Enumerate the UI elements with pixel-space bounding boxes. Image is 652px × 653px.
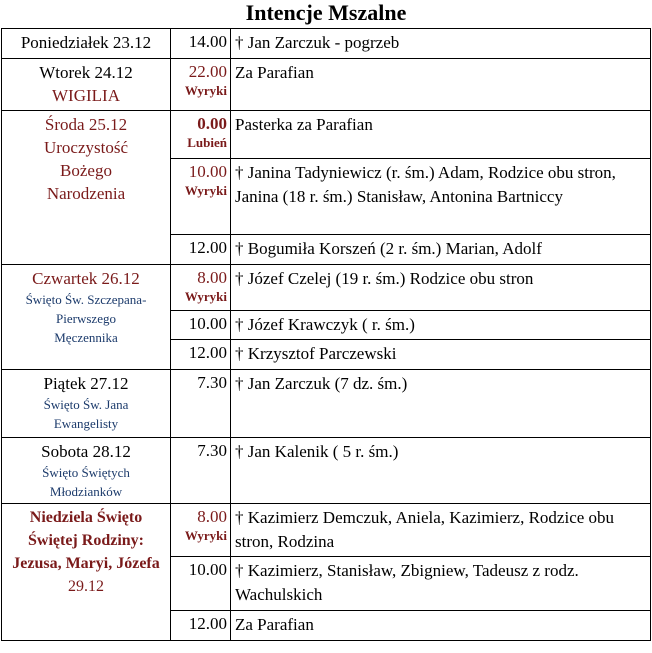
day-feast: Święto Świętych Młodzianków [42, 465, 130, 499]
time-cell [171, 265, 231, 311]
day-feast: WIGILIA [52, 86, 120, 105]
day-cell [2, 29, 171, 59]
mass-time: 7.30 [197, 373, 227, 392]
table-row [2, 370, 651, 438]
day-name: Poniedziałek 23.12 [20, 33, 152, 52]
table-row [2, 111, 651, 159]
day-feast: Święto Św. Szczepana- Pierwszego Męczennika [25, 292, 147, 345]
intention-cell: † Krzysztof Parczewski [231, 340, 651, 370]
intention-cell: Za Parafian [231, 611, 651, 641]
time-cell [171, 311, 231, 340]
time-cell [171, 504, 231, 557]
day-name: Środa 25.12 [44, 115, 128, 134]
time-cell [171, 159, 231, 235]
intention-cell: † Jan Kalenik ( 5 r. śm.) [231, 438, 651, 504]
mass-time: 10.00 [188, 560, 227, 579]
day-name: Czwartek 26.12 [32, 269, 140, 288]
table-row [2, 59, 651, 111]
mass-time: 12.00 [188, 238, 227, 257]
day-date: 29.12 [68, 578, 104, 595]
day-feast: Święto Św. Jana Ewangelisty [43, 397, 129, 431]
mass-time: 0.00 [197, 114, 227, 133]
intention-cell: † Jan Zarczuk - pogrzeb [231, 29, 651, 59]
mass-location: Wyryki [184, 528, 227, 543]
day-cell [2, 370, 171, 438]
time-cell [171, 111, 231, 159]
mass-time: 7.30 [197, 441, 227, 460]
intention-cell: † Jan Zarczuk (7 dz. śm.) [231, 370, 651, 438]
mass-time: 10.00 [188, 314, 227, 333]
mass-time: 12.00 [188, 614, 227, 633]
day-cell [2, 265, 171, 370]
day-feast: Uroczystość Bożego Narodzenia [43, 138, 129, 203]
time-cell [171, 235, 231, 265]
intention-cell: Pasterka za Parafian [231, 111, 651, 159]
table-row [2, 265, 651, 311]
mass-location: Wyryki [184, 83, 227, 98]
intention-cell: † Józef Czelej (19 r. śm.) Rodzice obu stron [231, 265, 651, 311]
table-row [2, 29, 651, 59]
intention-cell: † Bogumiła Korszeń (2 r. śm.) Marian, Adolf [231, 235, 651, 265]
day-name: Piątek 27.12 [43, 374, 129, 393]
mass-time: 12.00 [188, 343, 227, 362]
day-cell [2, 111, 171, 265]
intention-cell: † Józef Krawczyk ( r. śm.) [231, 311, 651, 340]
time-cell [171, 438, 231, 504]
mass-time: 14.00 [188, 32, 227, 51]
day-name: Niedziela Święto Świętej Rodziny: Jezusa, Maryi, Józefa [12, 509, 160, 572]
intention-cell: † Janina Tadyniewicz (r. śm.) Adam, Rodzice obu stron, Janina (18 r. śm.) Stanisław, Antonina Bartniccy [231, 159, 651, 235]
mass-location: Wyryki [184, 289, 227, 304]
page-title: Intencje Mszalne [245, 0, 407, 25]
time-cell [171, 59, 231, 111]
time-cell [171, 29, 231, 59]
time-cell [171, 340, 231, 370]
mass-intentions-table [1, 28, 651, 641]
mass-time: 22.00 [188, 62, 227, 81]
day-cell [2, 504, 171, 641]
time-cell [171, 557, 231, 611]
mass-time: 8.00 [197, 268, 227, 287]
day-name: Sobota 28.12 [41, 442, 131, 461]
intention-cell: † Kazimierz Demczuk, Aniela, Kazimierz, Rodzice obu stron, Rodzina [231, 504, 651, 557]
mass-time: 8.00 [197, 507, 227, 526]
mass-location: Wyryki [184, 183, 227, 198]
intention-cell: † Kazimierz, Stanisław, Zbigniew, Tadeusz z rodz. Wachulskich [231, 557, 651, 611]
intention-cell: Za Parafian [231, 59, 651, 111]
day-cell [2, 438, 171, 504]
time-cell [171, 611, 231, 641]
day-name: Wtorek 24.12 [39, 63, 133, 82]
table-row [2, 504, 651, 557]
mass-time: 10.00 [188, 162, 227, 181]
table-row [2, 438, 651, 504]
day-cell [2, 59, 171, 111]
time-cell [171, 370, 231, 438]
mass-location: Lubień [187, 135, 227, 150]
